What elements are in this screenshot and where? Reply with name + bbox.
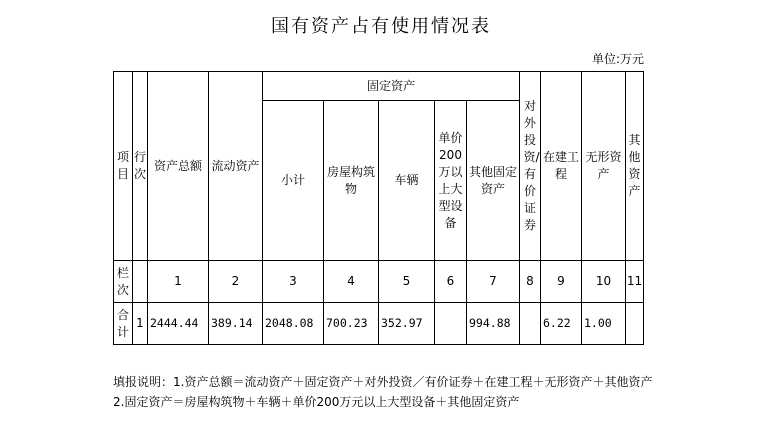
header-subtotal: 小计 [263,101,324,261]
header-item: 项目 [114,72,133,261]
header-fixed-assets: 固定资产 [263,72,520,101]
column-row-label: 栏次 [114,261,133,303]
header-other-assets: 其他资产 [626,72,644,261]
header-investments: 对外投资/有价证券 [520,72,541,261]
total-value: 994.88 [467,303,520,345]
total-value [435,303,467,345]
unit-label: 单位:万元 [591,52,644,66]
column-number: 5 [379,261,435,303]
asset-table [113,71,644,345]
total-value: 700.23 [324,303,379,345]
column-number: 6 [435,261,467,303]
total-value [626,303,644,345]
total-row-label: 合计 [114,303,133,345]
column-number: 4 [324,261,379,303]
header-large-equipment: 单价200万以上大型设备 [435,101,467,261]
column-number: 7 [467,261,520,303]
page-title: 国有资产占有使用情况表 [271,16,491,37]
total-value: 352.97 [379,303,435,345]
header-other-fixed: 其他固定资产 [467,101,520,261]
total-value: 1.00 [582,303,626,345]
total-value: 389.14 [209,303,263,345]
column-number: 10 [582,261,626,303]
notes [113,372,673,412]
total-row-no: 1 [133,303,148,345]
column-number: 11 [626,261,644,303]
header-row-no: 行次 [133,72,148,261]
column-number: 9 [541,261,582,303]
column-number: 8 [520,261,541,303]
total-value [520,303,541,345]
column-row-blank [133,261,148,303]
note-line-2: 2.固定资产＝房屋构筑物＋车辆＋单价200万元以上大型设备＋其他固定资产 [113,395,520,409]
header-construction: 在建工程 [541,72,582,261]
note-line-1: 填报说明：1.资产总额＝流动资产＋固定资产＋对外投资／有价证券＋在建工程＋无形资产＋其他资产 [113,375,653,389]
column-number: 3 [263,261,324,303]
header-current-assets: 流动资产 [209,72,263,261]
total-value: 2048.08 [263,303,324,345]
header-intangible: 无形资产 [582,72,626,261]
header-vehicles: 车辆 [379,101,435,261]
column-number: 2 [209,261,263,303]
header-buildings: 房屋构筑物 [324,101,379,261]
column-number: 1 [148,261,209,303]
total-value: 2444.44 [148,303,209,345]
total-value: 6.22 [541,303,582,345]
header-total-assets: 资产总额 [148,72,209,261]
